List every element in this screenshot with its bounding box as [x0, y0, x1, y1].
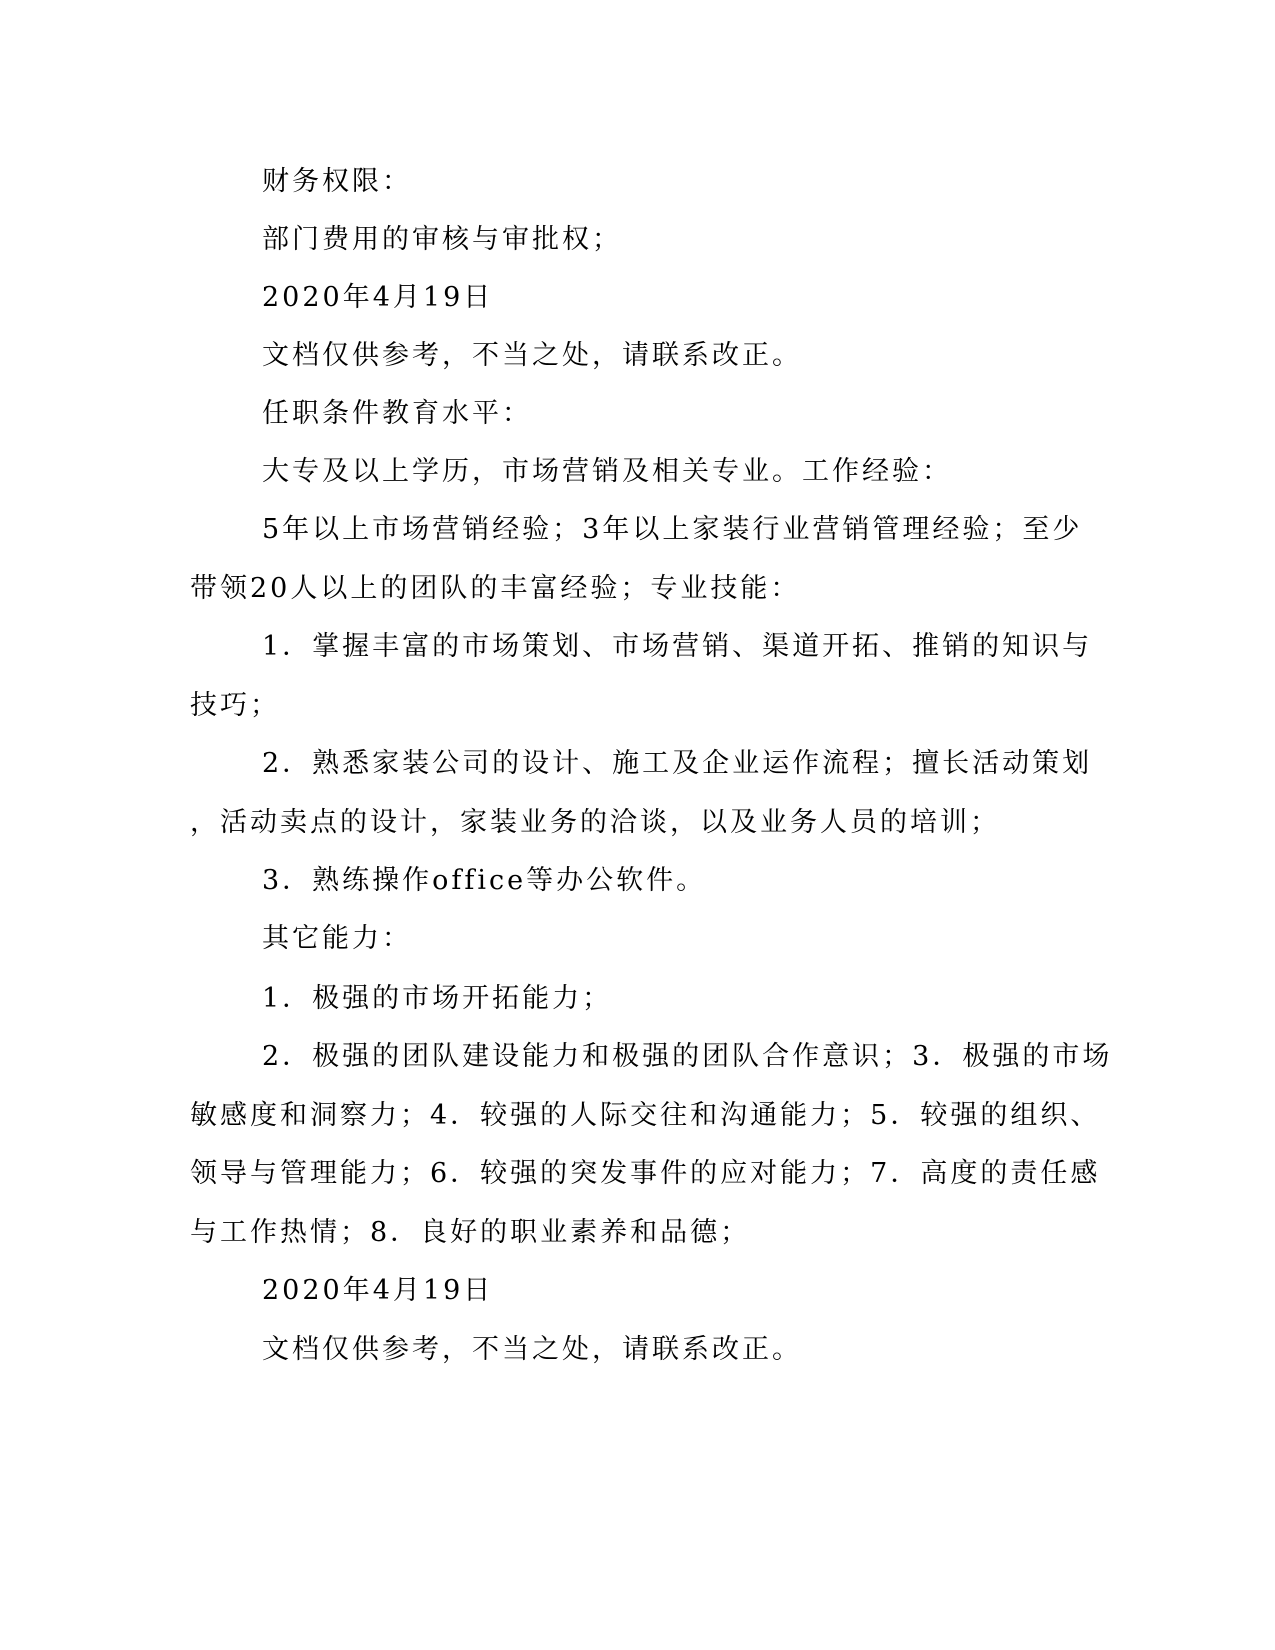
line-expense-approval: 部门费用的审核与审批权；	[262, 224, 622, 255]
line-other-abilities-heading: 其它能力：	[262, 923, 412, 954]
line-disclaimer-2: 文档仅供参考，不当之处，请联系改正。	[262, 1334, 802, 1365]
line-qualifications-heading: 任职条件教育水平：	[262, 398, 532, 429]
line-financial-authority: 财务权限：	[262, 166, 412, 197]
line-education: 大专及以上学历，市场营销及相关专业。工作经验：	[262, 456, 952, 487]
line-ability-continued-1: 敏感度和洞察力；4．较强的人际交往和沟通能力；5．较强的组织、	[190, 1100, 1101, 1131]
line-experience-continued: 带领20人以上的团队的丰富经验；专业技能：	[190, 573, 801, 604]
line-skill-2: 2．熟悉家装公司的设计、施工及企业运作流程；擅长活动策划	[262, 748, 1093, 779]
line-skill-2-continued: ，活动卖点的设计，家装业务的洽谈，以及业务人员的培训；	[190, 807, 1000, 838]
line-ability-continued-3: 与工作热情；8．良好的职业素养和品德；	[190, 1217, 751, 1248]
line-ability-continued-2: 领导与管理能力；6．较强的突发事件的应对能力；7．高度的责任感	[190, 1158, 1101, 1189]
line-skill-1-continued: 技巧；	[190, 690, 280, 721]
line-ability-1: 1．极强的市场开拓能力；	[262, 983, 613, 1014]
line-disclaimer: 文档仅供参考，不当之处，请联系改正。	[262, 340, 802, 371]
line-experience: 5年以上市场营销经验；3年以上家装行业营销管理经验；至少	[262, 514, 1083, 545]
line-date: 2020年4月19日	[262, 282, 494, 313]
line-ability-2: 2．极强的团队建设能力和极强的团队合作意识；3．极强的市场	[262, 1041, 1113, 1072]
line-skill-3: 3．熟练操作office等办公软件。	[262, 865, 707, 896]
line-date-2: 2020年4月19日	[262, 1275, 494, 1306]
line-skill-1: 1．掌握丰富的市场策划、市场营销、渠道开拓、推销的知识与	[262, 631, 1093, 662]
